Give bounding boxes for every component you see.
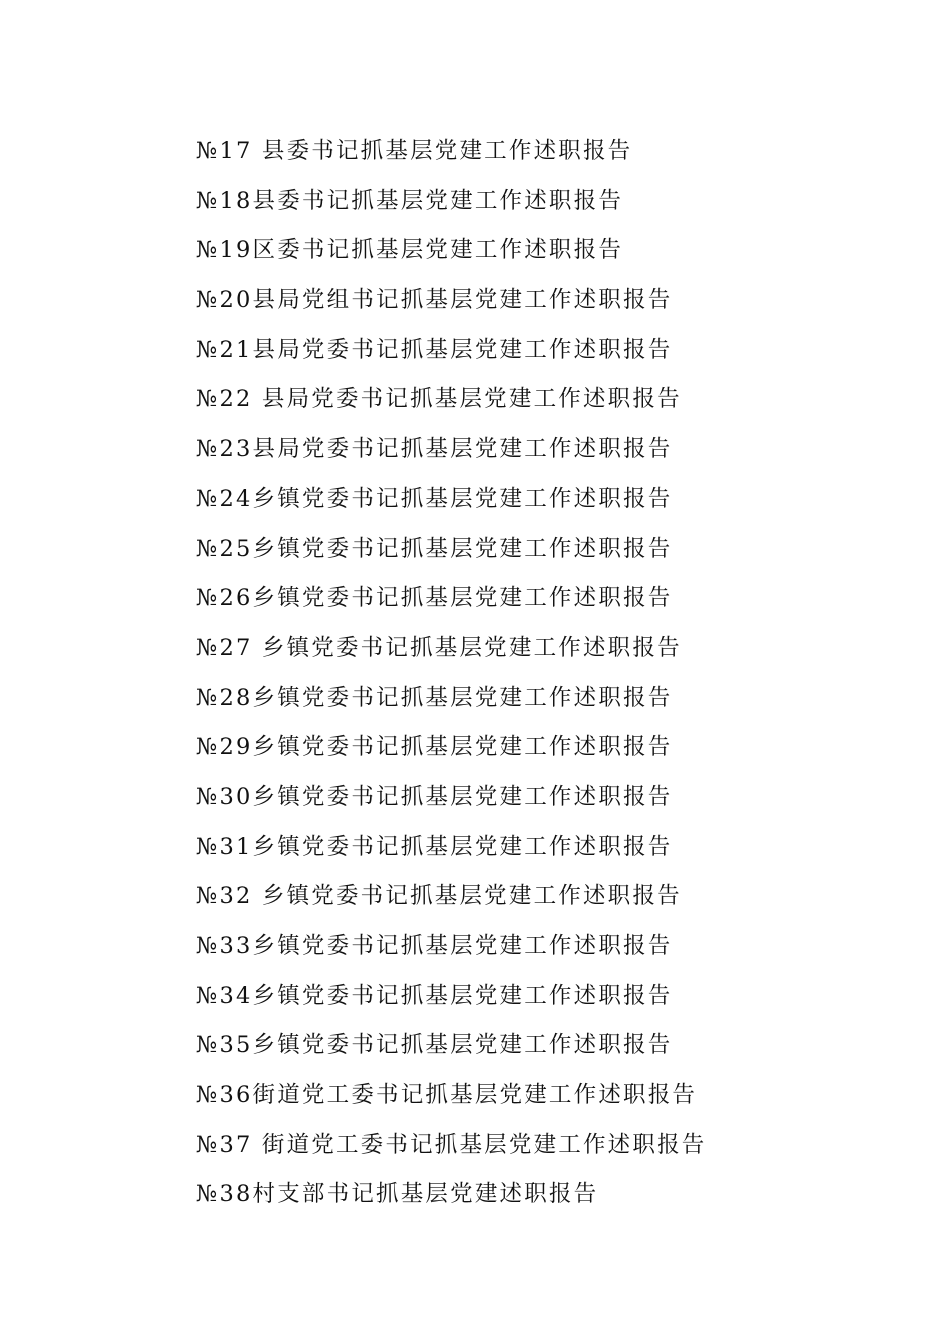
list-item: №17 县委书记抓基层党建工作述职报告 xyxy=(196,138,633,164)
report-list xyxy=(196,133,896,1226)
list-item: №26乡镇党委书记抓基层党建工作述职报告 xyxy=(196,585,673,612)
list-item: №18县委书记抓基层党建工作述职报告 xyxy=(196,187,624,214)
list-item: №19区委书记抓基层党建工作述职报告 xyxy=(196,237,624,264)
list-item: №30乡镇党委书记抓基层党建工作述职报告 xyxy=(196,783,673,810)
list-item: №32 乡镇党委书记抓基层党建工作述职报告 xyxy=(196,883,682,910)
list-item: №36街道党工委书记抓基层党建工作述职报告 xyxy=(196,1082,698,1109)
list-item: №38村支部书记抓基层党建述职报告 xyxy=(196,1181,599,1208)
list-item: №28乡镇党委书记抓基层党建工作述职报告 xyxy=(196,684,673,711)
list-item: №24乡镇党委书记抓基层党建工作述职报告 xyxy=(196,485,673,512)
list-item: №20县局党组书记抓基层党建工作述职报告 xyxy=(196,287,673,314)
list-item: №21县局党委书记抓基层党建工作述职报告 xyxy=(196,336,673,363)
list-item: №27 乡镇党委书记抓基层党建工作述职报告 xyxy=(196,634,682,661)
list-item: №33乡镇党委书记抓基层党建工作述职报告 xyxy=(196,933,673,959)
list-item: №25乡镇党委书记抓基层党建工作述职报告 xyxy=(196,535,673,562)
list-item: №23县局党委书记抓基层党建工作述职报告 xyxy=(196,436,673,463)
list-item: №29乡镇党委书记抓基层党建工作述职报告 xyxy=(196,734,673,761)
list-item: №22 县局党委书记抓基层党建工作述职报告 xyxy=(196,386,682,413)
list-item: №34乡镇党委书记抓基层党建工作述职报告 xyxy=(196,982,673,1009)
list-item: №31乡镇党委书记抓基层党建工作述职报告 xyxy=(196,833,673,860)
list-item: №35乡镇党委书记抓基层党建工作述职报告 xyxy=(196,1032,673,1059)
list-item: №37 街道党工委书记抓基层党建工作述职报告 xyxy=(196,1131,707,1158)
